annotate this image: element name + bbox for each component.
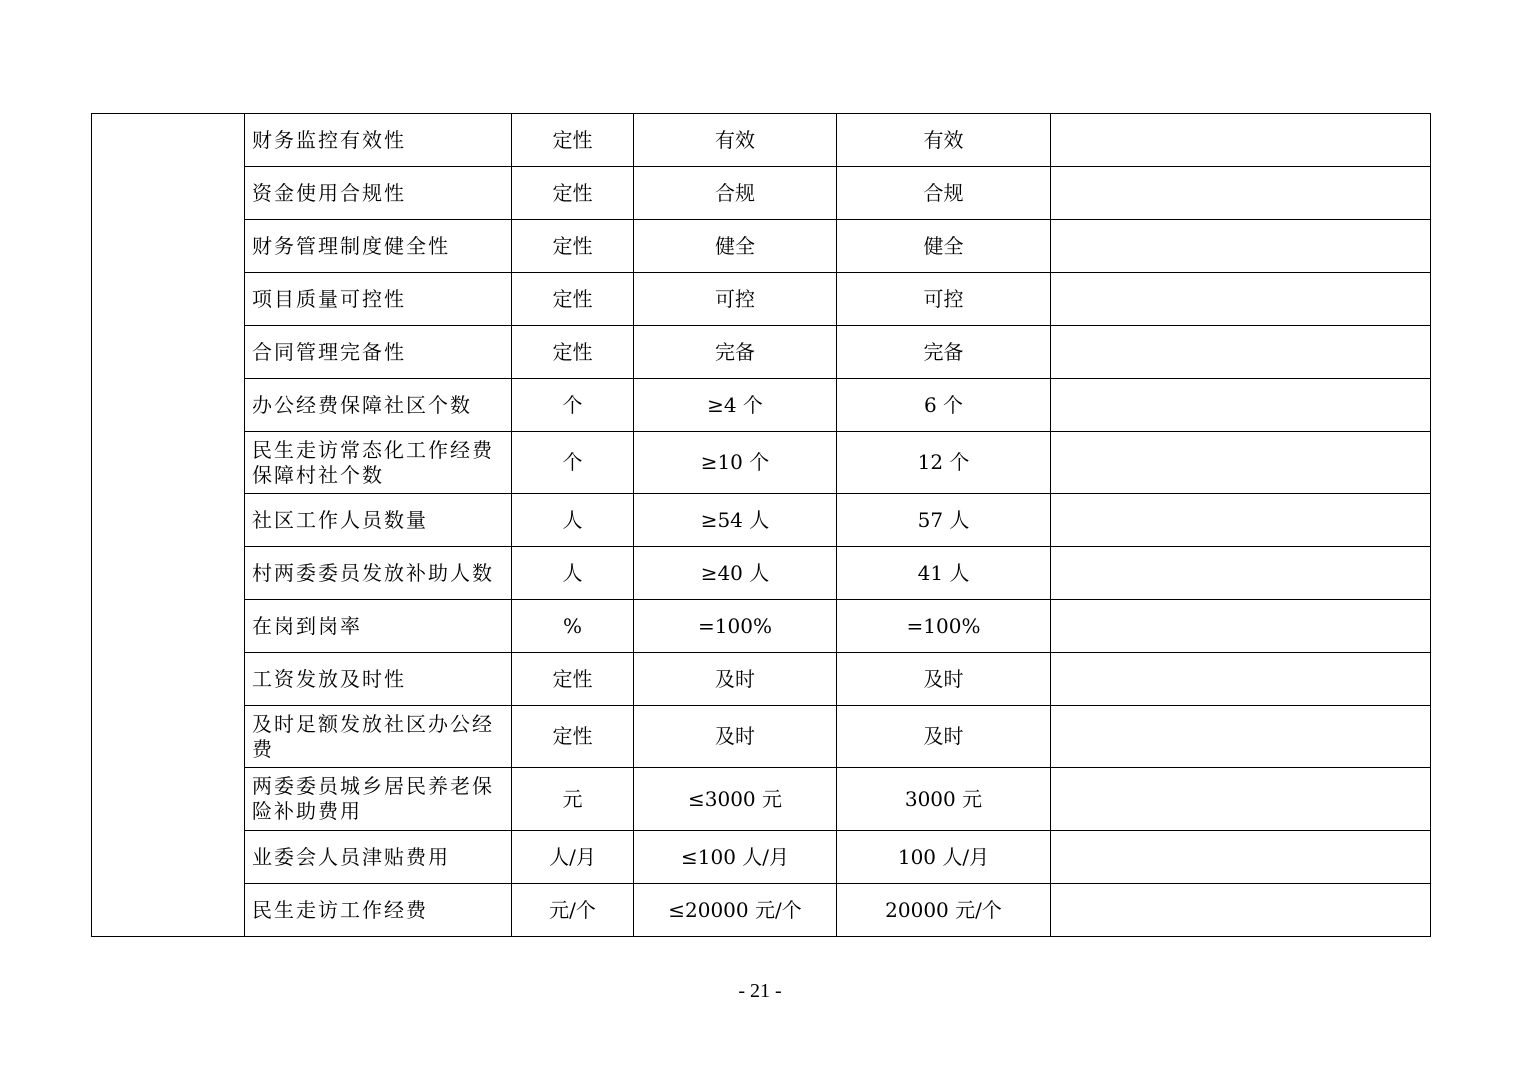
indicator-unit: 定性: [512, 167, 634, 220]
actual-value: =100%: [837, 600, 1051, 653]
indicator-name: 工资发放及时性: [245, 653, 512, 706]
table-row: [92, 494, 1431, 547]
target-value: ≥4 个: [634, 379, 837, 432]
indicator-name: 及时足额发放社区办公经费: [245, 706, 512, 768]
table-row: [92, 379, 1431, 432]
remark-cell: [1051, 167, 1431, 220]
actual-value: 及时: [837, 653, 1051, 706]
indicator-name: 民生走访常态化工作经费保障村社个数: [245, 432, 512, 494]
remark-cell: [1051, 884, 1431, 937]
remark-cell: [1051, 706, 1431, 768]
indicator-unit: 元: [512, 768, 634, 831]
indicator-unit: 定性: [512, 114, 634, 167]
remark-cell: [1051, 432, 1431, 494]
remark-cell: [1051, 326, 1431, 379]
actual-value: 完备: [837, 326, 1051, 379]
indicator-name: 项目质量可控性: [245, 273, 512, 326]
actual-value: 可控: [837, 273, 1051, 326]
target-value: 及时: [634, 706, 837, 768]
indicator-name: 社区工作人员数量: [245, 494, 512, 547]
target-value: 健全: [634, 220, 837, 273]
indicator-unit: 元/个: [512, 884, 634, 937]
target-value: 及时: [634, 653, 837, 706]
remark-cell: [1051, 653, 1431, 706]
target-value: ≥10 个: [634, 432, 837, 494]
target-value: ≤3000 元: [634, 768, 837, 831]
category-merged-cell: [92, 114, 245, 937]
indicator-unit: 个: [512, 379, 634, 432]
table-row: [92, 326, 1431, 379]
target-value: ≤20000 元/个: [634, 884, 837, 937]
target-value: 合规: [634, 167, 837, 220]
actual-value: 100 人/月: [837, 831, 1051, 884]
indicator-unit: 定性: [512, 220, 634, 273]
actual-value: 及时: [837, 706, 1051, 768]
indicator-unit: 定性: [512, 273, 634, 326]
indicator-unit: %: [512, 600, 634, 653]
table-row: [92, 114, 1431, 167]
indicator-unit: 人/月: [512, 831, 634, 884]
target-value: 有效: [634, 114, 837, 167]
remark-cell: [1051, 220, 1431, 273]
actual-value: 6 个: [837, 379, 1051, 432]
remark-cell: [1051, 273, 1431, 326]
indicator-unit: 人: [512, 547, 634, 600]
actual-value: 健全: [837, 220, 1051, 273]
target-value: ≤100 人/月: [634, 831, 837, 884]
indicator-unit: 人: [512, 494, 634, 547]
indicator-name: 办公经费保障社区个数: [245, 379, 512, 432]
remark-cell: [1051, 600, 1431, 653]
actual-value: 20000 元/个: [837, 884, 1051, 937]
table-row: [92, 220, 1431, 273]
indicator-name: 民生走访工作经费: [245, 884, 512, 937]
table-row: [92, 547, 1431, 600]
performance-indicator-table: [91, 113, 1431, 937]
indicator-unit: 定性: [512, 326, 634, 379]
indicator-name: 在岗到岗率: [245, 600, 512, 653]
indicator-name: 村两委委员发放补助人数: [245, 547, 512, 600]
indicator-unit: 定性: [512, 706, 634, 768]
remark-cell: [1051, 494, 1431, 547]
actual-value: 3000 元: [837, 768, 1051, 831]
table-row: [92, 768, 1431, 831]
target-value: 完备: [634, 326, 837, 379]
table-row: [92, 273, 1431, 326]
table-row: [92, 884, 1431, 937]
indicator-unit: 个: [512, 432, 634, 494]
table-row: [92, 706, 1431, 768]
remark-cell: [1051, 379, 1431, 432]
remark-cell: [1051, 547, 1431, 600]
actual-value: 57 人: [837, 494, 1051, 547]
table-row: [92, 432, 1431, 494]
indicator-unit: 定性: [512, 653, 634, 706]
remark-cell: [1051, 114, 1431, 167]
target-value: ≥40 人: [634, 547, 837, 600]
indicator-name: 财务监控有效性: [245, 114, 512, 167]
remark-cell: [1051, 768, 1431, 831]
target-value: =100%: [634, 600, 837, 653]
indicator-name: 资金使用合规性: [245, 167, 512, 220]
indicator-name: 两委委员城乡居民养老保险补助费用: [245, 768, 512, 831]
table-row: [92, 653, 1431, 706]
indicator-name: 业委会人员津贴费用: [245, 831, 512, 884]
table-row: [92, 600, 1431, 653]
actual-value: 12 个: [837, 432, 1051, 494]
target-value: ≥54 人: [634, 494, 837, 547]
remark-cell: [1051, 831, 1431, 884]
table-row: [92, 167, 1431, 220]
actual-value: 有效: [837, 114, 1051, 167]
actual-value: 合规: [837, 167, 1051, 220]
page-number: - 21 -: [738, 980, 782, 1002]
actual-value: 41 人: [837, 547, 1051, 600]
indicator-name: 合同管理完备性: [245, 326, 512, 379]
table-row: [92, 831, 1431, 884]
target-value: 可控: [634, 273, 837, 326]
indicator-name: 财务管理制度健全性: [245, 220, 512, 273]
